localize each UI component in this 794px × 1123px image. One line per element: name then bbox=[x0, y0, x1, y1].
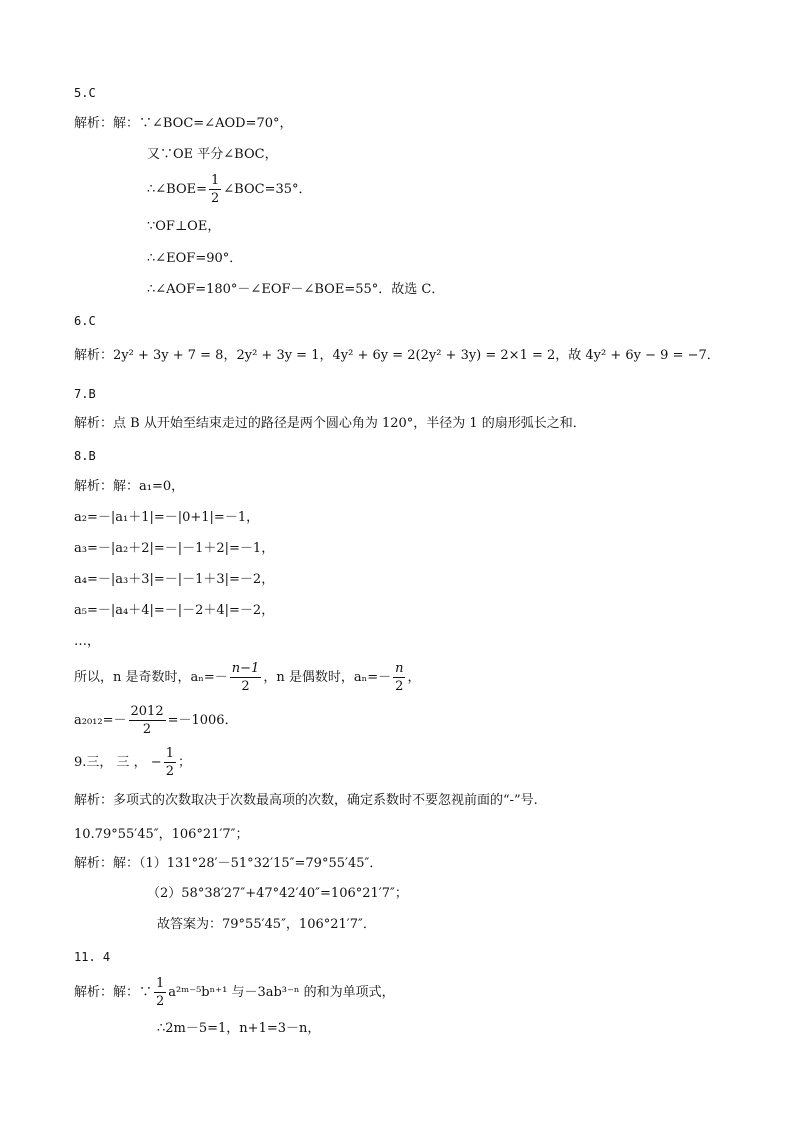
q11-line-1 bbox=[74, 975, 395, 1010]
q10-line-2: （2）58°38′27″+47°42′40″=106°21′7″； bbox=[147, 886, 408, 901]
q7-heading: 7.B bbox=[74, 387, 96, 401]
q5-line-5: ∴∠EOF=90°． bbox=[147, 251, 243, 266]
q9-line-1: 解析：多项式的次数取决于次数最高项的次数，确定系数时不要忽视前面的“-”号. bbox=[74, 793, 538, 808]
q6-line-1: 解析：2y² + 3y + 7 = 8，2y² + 3y = 1，4y² + 6y = 2(2y² + 3y) = 2×1 = 2，故 4y² + 6y − 9 = −7． bbox=[74, 348, 720, 363]
fraction-numerator: n−1 bbox=[231, 661, 260, 676]
q8-line-3: a₃=－|a₂＋2|=－|－1＋2|=－1， bbox=[74, 541, 275, 556]
fraction-numerator: 1 bbox=[165, 746, 174, 761]
q9-heading-prefix: 9.三， 三 ， − bbox=[74, 755, 162, 770]
q11-line-1-suffix: a²ᵐ⁻⁵bⁿ⁺¹ 与－3ab³⁻ⁿ 的和为单项式， bbox=[168, 985, 395, 1000]
q5-line-1: 解析：解：∵∠BOC=∠AOD=70°， bbox=[74, 116, 293, 131]
q11-fraction-half bbox=[154, 975, 166, 1010]
fraction-numerator: 1 bbox=[211, 173, 220, 188]
fraction-denominator: 2 bbox=[211, 191, 220, 206]
q10-heading: 10.79°55′45″，106°21′7″； bbox=[74, 827, 249, 842]
q5-line-2: 又∵OE 平分∠BOC， bbox=[147, 147, 278, 162]
q10-line-1: 解析：解：（1）131°28′－51°32′15″=79°55′45″． bbox=[74, 856, 383, 871]
q8-line-7-middle: ，n 是偶数时，aₙ=－ bbox=[263, 670, 392, 685]
q5-line-3 bbox=[147, 172, 312, 207]
q8-fraction-even bbox=[393, 660, 405, 695]
q7-line-1: 解析：点 B 从开始至结束走过的路径是两个圆心角为 120°，半径为 1 的扇形弧长之和． bbox=[74, 416, 586, 431]
q5-fraction-half bbox=[209, 172, 221, 207]
q9-heading-suffix: ； bbox=[177, 755, 191, 770]
q11-heading: 11. 4 bbox=[74, 950, 111, 964]
q5-line-6: ∴∠AOF=180°－∠EOF－∠BOE=55°．故选 C． bbox=[147, 282, 445, 297]
fraction-denominator: 2 bbox=[165, 764, 174, 779]
q8-line-5: a₅=－|a₄＋4|=－|－2＋4|=－2， bbox=[74, 603, 275, 618]
q6-heading: 6.C bbox=[74, 314, 96, 328]
q8-fraction-odd bbox=[230, 660, 262, 695]
q8-line-2: a₂=－|a₁＋1|=－|0+1|=－1， bbox=[74, 510, 260, 525]
q8-line-1: 解析：解：a₁=0， bbox=[74, 479, 185, 494]
fraction-numerator: 1 bbox=[156, 976, 165, 991]
q5-heading: 5.C bbox=[74, 86, 96, 100]
q8-line-6: …， bbox=[74, 634, 101, 649]
q5-line-3-suffix: ∠BOC=35°． bbox=[223, 182, 312, 197]
q8-line-7-prefix: 所以，n 是奇数时，aₙ=－ bbox=[74, 670, 228, 685]
q8-line-8-prefix: a₂₀₁₂=－ bbox=[74, 713, 127, 728]
fraction-denominator: 2 bbox=[241, 679, 250, 694]
q8-line-7 bbox=[74, 660, 421, 695]
q5-line-4: ∵OF⊥OE， bbox=[147, 219, 221, 234]
q8-fraction-2012 bbox=[129, 703, 166, 738]
q8-line-7-suffix: ， bbox=[407, 670, 421, 685]
q10-line-3: 故答案为：79°55′45″，106°21′7″． bbox=[157, 917, 376, 932]
q11-line-2: ∴2m－5=1，n+1=3－n， bbox=[157, 1021, 321, 1036]
fraction-denominator: 2 bbox=[395, 679, 404, 694]
q8-line-8 bbox=[74, 703, 238, 738]
q9-fraction-half bbox=[164, 745, 176, 780]
q9-heading bbox=[74, 745, 191, 780]
fraction-denominator: 2 bbox=[156, 994, 165, 1009]
fraction-numerator: 2012 bbox=[130, 704, 164, 719]
fraction-denominator: 2 bbox=[142, 722, 152, 737]
q5-line-3-prefix: ∴∠BOE= bbox=[147, 182, 207, 197]
q8-line-8-suffix: =－1006． bbox=[167, 713, 238, 728]
q11-line-1-prefix: 解析：解：∵ bbox=[74, 985, 153, 1000]
fraction-numerator: n bbox=[395, 661, 404, 676]
q8-heading: 8.B bbox=[74, 449, 96, 463]
q8-line-4: a₄=－|a₃＋3|=－|－1＋3|=－2， bbox=[74, 572, 275, 587]
